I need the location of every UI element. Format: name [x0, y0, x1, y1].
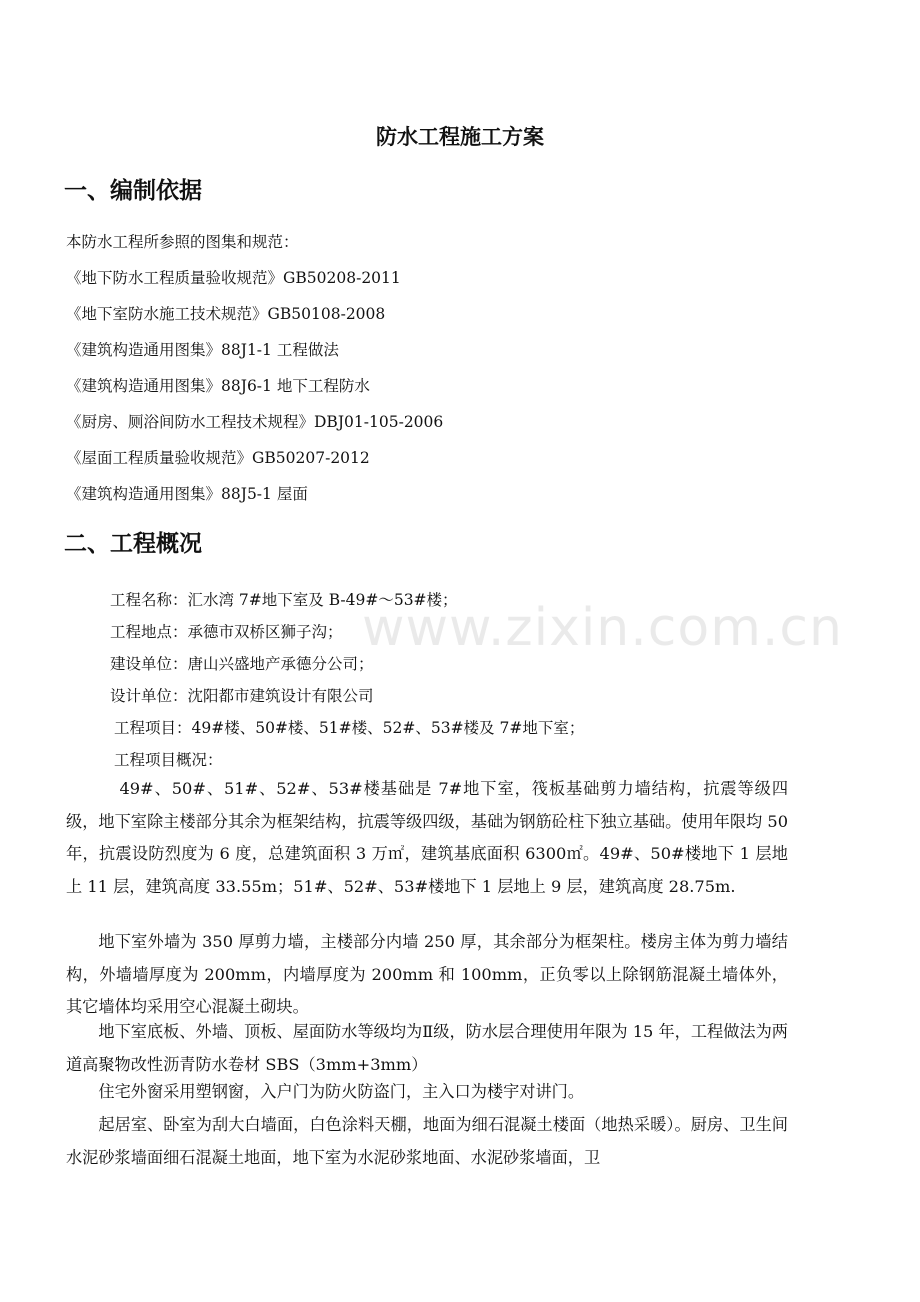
section-heading-basis: 一、编制依据 [64, 178, 202, 204]
project-overview-label: 工程项目概况： [114, 751, 223, 769]
overview-paragraph: 49#、50#、51#、52#、53#楼基础是 7#地下室，筏板基础剪力墙结构，抗震等级四级，地下室除主楼部分其余为框架结构，抗震等级四级，基础为钢筋砼柱下独立基础。使用年限均 50 年，抗震设防烈度为 6 度，总建筑面积 3 万㎡，建筑基底面积 6300㎡。49#、50#楼地下 1 层地上 11 层，建筑高度 33.55m；51#、52#、53#楼地下 1 层地上 9 层，建筑高度 28.75m. [66, 779, 788, 897]
reference-item: 《建筑构造通用图集》88J5-1 屋面 [66, 485, 308, 503]
overview-paragraph: 住宅外窗采用塑钢窗，入户门为防火防盗门，主入口为楼宇对讲门。 [98, 1082, 585, 1101]
project-items: 工程项目：49#楼、50#楼、51#楼、52#、53#楼及 7#地下室； [114, 719, 585, 737]
project-name: 工程名称：汇水湾 7#地下室及 B-49#～53#楼； [110, 591, 458, 609]
reference-item: 《建筑构造通用图集》88J1-1 工程做法 [66, 341, 339, 359]
reference-item: 《建筑构造通用图集》88J6-1 地下工程防水 [66, 377, 370, 395]
reference-item: 《地下防水工程质量验收规范》GB50208-2011 [66, 269, 401, 287]
overview-paragraph: 地下室底板、外墙、顶板、屋面防水等级均为Ⅱ级，防水层合理使用年限为 15 年，工程做法为两道高聚物改性沥青防水卷材 SBS（3mm+3mm） [66, 1022, 788, 1074]
overview-paragraph: 地下室外墙为 350 厚剪力墙，主楼部分内墙 250 厚，其余部分为框架柱。楼房主体为剪力墙结构，外墙墙厚度为 200mm，内墙厚度为 200mm 和 100mm，正负零以上除钢筋混凝土墙体外，其它墙体均采用空心混凝土砌块。 [66, 932, 788, 1017]
construction-unit: 建设单位：唐山兴盛地产承德分公司； [110, 655, 374, 673]
reference-item: 《屋面工程质量验收规范》GB50207-2012 [66, 449, 370, 467]
reference-item: 《厨房、厕浴间防水工程技术规程》DBJ01-105-2006 [66, 413, 444, 431]
watermark: www.zixin.com.cn [362, 598, 843, 658]
reference-intro: 本防水工程所参照的图集和规范： [66, 233, 299, 251]
document-title: 防水工程施工方案 [376, 125, 544, 149]
section-heading-overview: 二、工程概况 [64, 531, 202, 557]
design-unit: 设计单位：沈阳都市建筑设计有限公司 [110, 687, 374, 705]
reference-item: 《地下室防水施工技术规范》GB50108-2008 [66, 305, 386, 323]
project-location: 工程地点：承德市双桥区狮子沟； [110, 623, 343, 641]
overview-paragraph: 起居室、卧室为刮大白墙面，白色涂料天棚，地面为细石混凝土楼面（地热采暖）。厨房、卫生间水泥砂浆墙面细石混凝土地面，地下室为水泥砂浆地面、水泥砂浆墙面，卫 [66, 1115, 788, 1167]
